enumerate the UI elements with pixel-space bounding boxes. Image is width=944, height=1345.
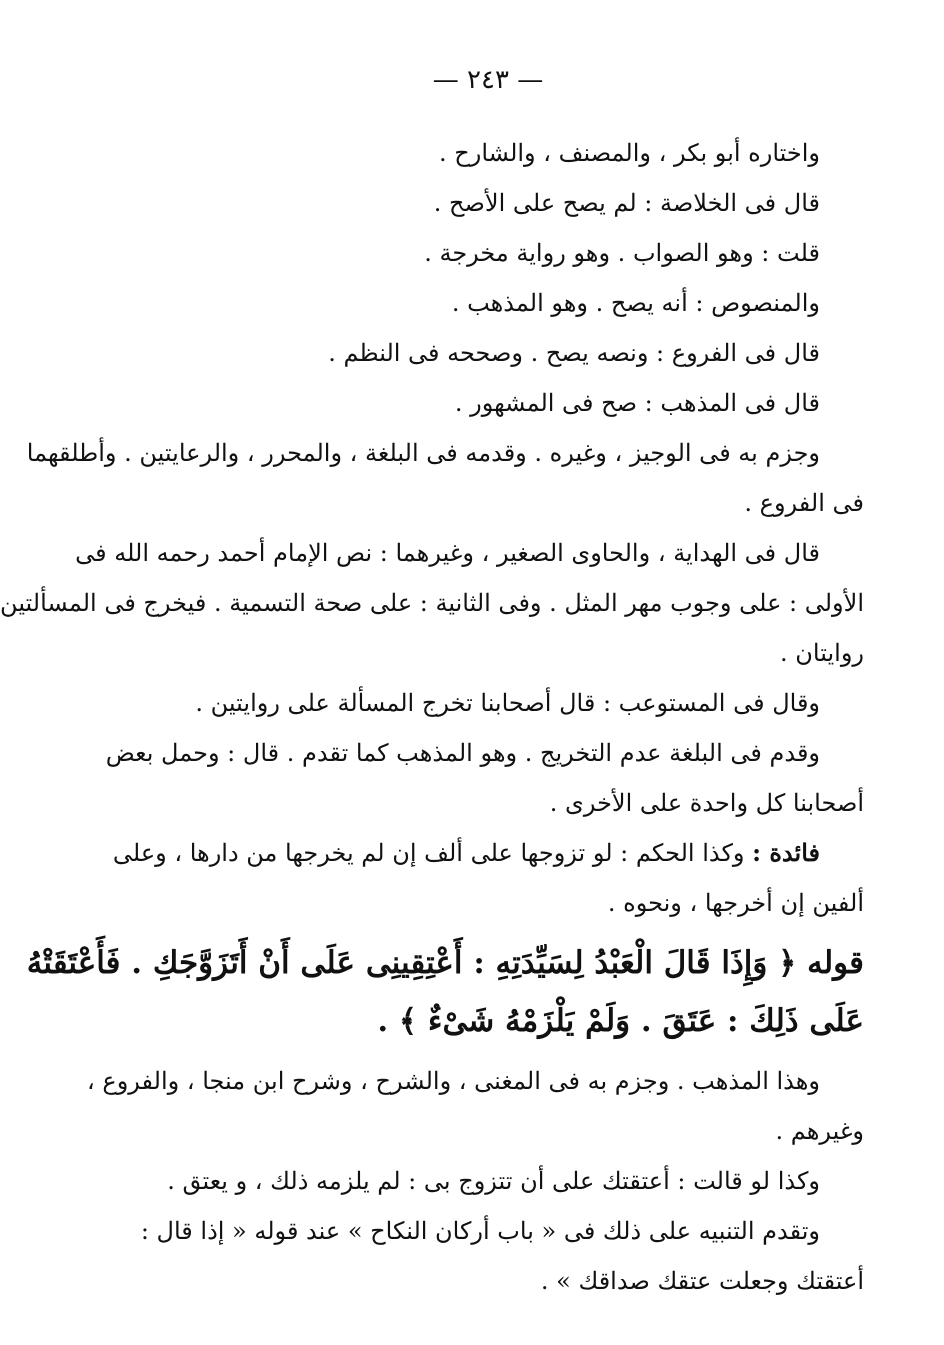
text-line: قلت : وهو الصواب . وهو رواية مخرجة . <box>424 239 820 267</box>
text-line: ألفين إن أخرجها ، ونحوه . <box>607 889 864 917</box>
text-line: روايتان . <box>780 639 864 667</box>
text-line: الأولى : على وجوب مهر المثل . وفى الثانية : على صحة التسمية . فيخرج فى المسألتين <box>0 589 864 617</box>
text-line: قال فى الخلاصة : لم يصح على الأصح . <box>433 189 820 217</box>
verse-line <box>26 934 864 992</box>
text-line: وقال فى المستوعب : قال أصحابنا تخرج المسألة على روايتين . <box>195 689 820 717</box>
text-line: وقدم فى البلغة عدم التخريج . وهو المذهب كما تقدم . قال : وحمل بعض <box>105 739 820 767</box>
text-line: وهذا المذهب . وجزم به فى المغنى ، والشرح ، وشرح ابن منجا ، والفروع ، <box>87 1067 820 1095</box>
text-line: وتقدم التنبيه على ذلك فى « باب أركان النكاح » عند قوله « إذا قال : <box>140 1217 820 1245</box>
verse-text: ﴿ وَإِذَا قَالَ الْعَبْدُ لِسَيِّدَتِهِ : أَعْتِقِينِى عَلَى أَنْ أَتَزَوَّجَكِ . فَأَعْتَقَتْهُ <box>26 945 797 981</box>
text-line: أعتقتك وجعلت عتقك صداقك » . <box>540 1267 864 1295</box>
text-line: وكذا لو قالت : أعتقتك على أن تتزوج بى : لم يلزمه ذلك ، و يعتق . <box>167 1167 820 1195</box>
text-line: قال فى الفروع : ونصه يصح . وصححه فى النظم . <box>328 339 820 367</box>
text-line: أصحابنا كل واحدة على الأخرى . <box>549 789 864 817</box>
text-line: قال فى المذهب : صح فى المشهور . <box>454 389 820 417</box>
text-line: وغيرهم . <box>775 1117 864 1145</box>
note-line <box>112 828 864 878</box>
text-line: وجزم به فى الوجيز ، وغيره . وقدمه فى البلغة ، والمحرر ، والرعايتين . وأطلقهما <box>26 439 820 467</box>
verse-label: قوله <box>807 945 864 981</box>
note-label: فائدة : <box>752 838 820 867</box>
text-line: قال فى الهداية ، والحاوى الصغير ، وغيرهما : نص الإمام أحمد رحمه الله فى <box>75 539 820 567</box>
text-line: والمنصوص : أنه يصح . وهو المذهب . <box>451 289 820 317</box>
text-line: واختاره أبو بكر ، والمصنف ، والشارح . <box>439 139 820 167</box>
note-text: وكذا الحكم : لو تزوجها على ألف إن لم يخرجها من دارها ، وعلى <box>112 839 745 867</box>
page-number: — ٢٤٣ — <box>432 65 544 95</box>
text-line: فى الفروع . <box>744 489 864 517</box>
verse-line: عَلَى ذَلِكَ : عَتَقَ . وَلَمْ يَلْزَمْهُ شَىْءٌ ﴾ . <box>377 1003 864 1039</box>
body-text <box>0 128 864 1306</box>
